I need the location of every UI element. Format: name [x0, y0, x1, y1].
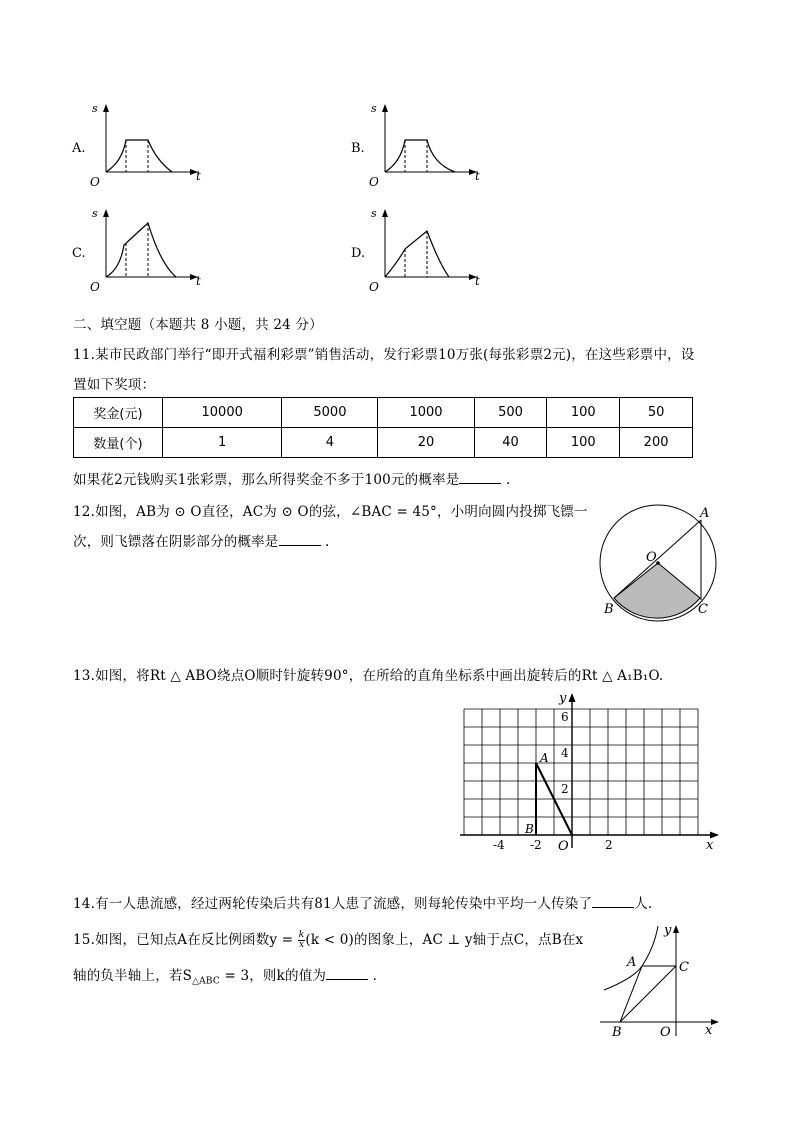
option-a-label: A.	[72, 141, 86, 156]
axis-s-label: s	[371, 207, 377, 220]
q14-text	[73, 892, 652, 912]
q13-coordinate-grid	[455, 688, 725, 856]
table-cell: 1	[163, 428, 282, 458]
answer-blank[interactable]	[592, 895, 634, 908]
q14-text-main: 14.有一人患流感，经过两轮传染后共有81人患了流感，则每轮传染中平均一人传染了	[73, 896, 593, 912]
graph-c	[86, 205, 216, 295]
axis-s-label: s	[92, 207, 98, 220]
q11-line1: 11.某市民政部门举行“即开式福利彩票”销售活动，发行彩票10万张(每张彩票2元)，在这些彩票中，设	[73, 347, 695, 363]
axis-s-label: s	[371, 102, 377, 115]
point-b-label: B	[525, 822, 534, 836]
y-tick: 6	[561, 710, 569, 724]
point-a-label: A	[700, 506, 710, 521]
answer-blank[interactable]	[279, 533, 321, 546]
table-cell: 4	[282, 428, 378, 458]
x-tick: -4	[493, 838, 505, 852]
table-cell-head: 奖金(元)	[74, 398, 163, 428]
q12-line1: 12.如图，AB为 ⊙ O直径，AC为 ⊙ O的弦，∠BAC = 45°，小明向圆内投掷飞镖一	[73, 504, 588, 520]
q15-line1	[73, 928, 583, 950]
q12-line2-end: .	[320, 534, 330, 550]
graph-a	[86, 100, 216, 190]
table-cell: 40	[474, 428, 547, 458]
q12-line2	[73, 530, 329, 550]
point-b-label: B	[604, 602, 614, 617]
point-a-label: A	[627, 955, 637, 970]
point-a-label: A	[540, 751, 549, 765]
q15-line1-b: (k < 0)的图象上，AC ⊥ y轴于点C，点B在x	[305, 932, 584, 948]
table-cell: 10000	[163, 398, 282, 428]
table-cell: 200	[620, 428, 693, 458]
q15-figure	[598, 920, 728, 1042]
q11-question	[73, 468, 510, 488]
section-heading: 二、填空题（本题共 8 小题，共 24 分）	[73, 317, 323, 333]
graph-b	[365, 100, 495, 190]
table-cell: 100	[547, 428, 620, 458]
q11-line2: 置如下奖项：	[73, 377, 156, 393]
x-tick: -2	[530, 838, 542, 852]
origin-label: O	[369, 175, 379, 189]
q15-line2	[73, 964, 377, 987]
table-cell: 20	[378, 428, 474, 458]
origin-label: O	[90, 280, 100, 294]
table-cell: 1000	[378, 398, 474, 428]
answer-blank[interactable]	[326, 967, 368, 980]
table-cell: 500	[474, 398, 547, 428]
table-cell-head: 数量(个)	[74, 428, 163, 458]
q15-line2-a: 轴的负半轴上，若S	[73, 968, 193, 984]
point-b-label: B	[612, 1025, 622, 1040]
y-axis-label: y	[559, 691, 567, 706]
table-row	[74, 398, 693, 428]
answer-blank[interactable]	[459, 471, 501, 484]
y-axis-label: y	[664, 923, 672, 938]
origin-label: O	[369, 280, 379, 294]
axis-t-label: t	[196, 274, 201, 288]
x-tick: 2	[605, 838, 613, 852]
table-cell: 5000	[282, 398, 378, 428]
point-c-label: C	[698, 602, 708, 617]
q11-question-end: .	[501, 472, 511, 488]
point-o-label: O	[646, 550, 657, 565]
axis-t-label: t	[475, 169, 480, 183]
q15-sub: △ABC	[192, 976, 220, 987]
origin-label: O	[90, 175, 100, 189]
axis-t-label: t	[196, 169, 201, 183]
y-tick: 2	[561, 782, 569, 796]
q14-text-end: 人.	[634, 896, 653, 912]
q15-line2-mid: = 3，则k的值为	[219, 968, 327, 984]
origin-label: O	[558, 839, 569, 854]
prize-table	[73, 397, 693, 458]
option-b-label: B.	[351, 141, 365, 156]
option-d-label: D.	[351, 246, 366, 261]
axis-s-label: s	[92, 102, 98, 115]
q11-question-text: 如果花2元钱购买1张彩票，那么所得奖金不多于100元的概率是	[73, 472, 460, 488]
q15-line1-a: 15.如图，已知点A在反比例函数y =	[73, 932, 298, 948]
y-tick: 4	[561, 746, 569, 760]
fraction-numerator: k	[298, 930, 305, 940]
table-cell: 50	[620, 398, 693, 428]
fraction-denominator: x	[298, 940, 305, 950]
x-axis-label: x	[706, 838, 714, 853]
graph-d	[365, 205, 495, 295]
option-c-label: C.	[72, 246, 86, 261]
origin-label: O	[660, 1025, 671, 1040]
q12-circle-figure	[592, 500, 722, 626]
q15-line2-end: .	[368, 968, 378, 984]
table-cell: 100	[547, 398, 620, 428]
q13-text: 13.如图，将Rt △ ABO绕点O顺时针旋转90°，在所给的直角坐标系中画出旋转后的Rt △ A₁B₁O.	[73, 668, 664, 684]
point-c-label: C	[679, 960, 689, 975]
q12-line2-text: 次，则飞镖落在阴影部分的概率是	[73, 534, 279, 550]
x-axis-label: x	[705, 1023, 713, 1038]
table-row	[74, 428, 693, 458]
axis-t-label: t	[475, 274, 480, 288]
